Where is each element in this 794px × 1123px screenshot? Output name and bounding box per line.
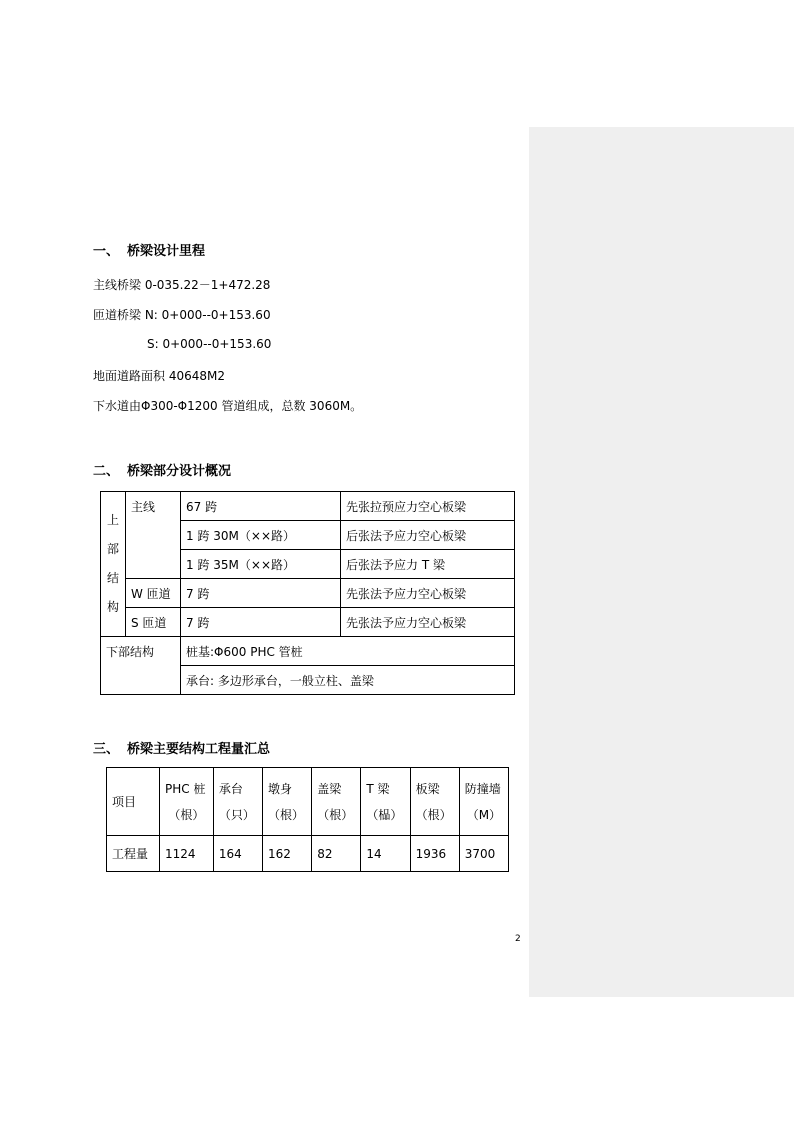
section-heading-2: [93, 460, 231, 479]
column-header: 承台 （只）: [213, 768, 262, 836]
s-ramp-label: S 匝道: [126, 608, 181, 637]
column-header: 板梁 （根）: [410, 768, 459, 836]
quantity-cell: 14: [361, 836, 410, 872]
column-header: 盖梁 （根）: [312, 768, 361, 836]
column-header: 墩身 （根）: [263, 768, 312, 836]
section-number: 三、: [93, 742, 120, 757]
type-cell: 先张拉预应力空心板梁: [341, 492, 515, 521]
section-title: 桥梁部分设计概况: [127, 464, 232, 479]
span-cell: 1 跨 30M（××路）: [181, 521, 341, 550]
type-cell: 后张法予应力空心板梁: [341, 521, 515, 550]
item-header: 项目: [107, 768, 160, 836]
column-header: T 梁 （榀）: [361, 768, 410, 836]
w-ramp-label: W 匝道: [126, 579, 181, 608]
column-header: PHC 桩 （根）: [160, 768, 214, 836]
table-row: [101, 637, 515, 666]
section-number: 一、: [93, 244, 120, 259]
section-title: 桥梁主要结构工程量汇总: [127, 742, 271, 757]
quantity-cell: 3700: [459, 836, 508, 872]
mainline-range: 主线桥梁 0-035.22－1+472.28: [93, 278, 271, 292]
quantity-cell: 164: [213, 836, 262, 872]
quantity-cell: 82: [312, 836, 361, 872]
type-cell: 先张法予应力空心板梁: [341, 579, 515, 608]
design-overview-table: [100, 491, 515, 695]
span-cell: 7 跨: [181, 608, 341, 637]
table-row: [101, 608, 515, 637]
mainline-label: 主线: [126, 492, 181, 579]
road-area: 地面道路面积 40648M2: [93, 369, 225, 383]
section-heading-1: [93, 240, 205, 259]
sewer-note: 下水道由Φ300-Φ1200 管道组成，总数 3060M。: [93, 399, 363, 413]
quantity-row-label: 工程量: [107, 836, 160, 872]
quantity-summary-table: [106, 767, 509, 872]
table-row: [107, 768, 509, 836]
comment-margin-pane: [529, 127, 794, 997]
span-cell: 1 跨 35M（××路）: [181, 550, 341, 579]
type-cell: 先张法予应力空心板梁: [341, 608, 515, 637]
cap-cell: 承台: 多边形承台，一般立柱、盖梁: [181, 666, 515, 695]
upper-structure-label: 上 部 结 构: [101, 492, 126, 637]
pile-cell: 桩基:Φ600 PHC 管桩: [181, 637, 515, 666]
span-cell: 67 跨: [181, 492, 341, 521]
section-number: 二、: [93, 464, 120, 479]
table-row: [107, 836, 509, 872]
page-number: 2: [515, 934, 521, 944]
table-row: [101, 492, 515, 521]
column-header: 防撞墙 （M）: [459, 768, 508, 836]
type-cell: 后张法予应力 T 梁: [341, 550, 515, 579]
ramp-s-range: S: 0+000--0+153.60: [147, 337, 272, 351]
section-heading-3: [93, 738, 270, 757]
quantity-cell: 1936: [410, 836, 459, 872]
quantity-cell: 162: [263, 836, 312, 872]
ramp-n-range: 匝道桥梁 N: 0+000--0+153.60: [93, 308, 271, 322]
table-row: [101, 579, 515, 608]
section-title: 桥梁设计里程: [127, 244, 206, 259]
lower-structure-label: 下部结构: [101, 637, 181, 695]
quantity-cell: 1124: [160, 836, 214, 872]
span-cell: 7 跨: [181, 579, 341, 608]
